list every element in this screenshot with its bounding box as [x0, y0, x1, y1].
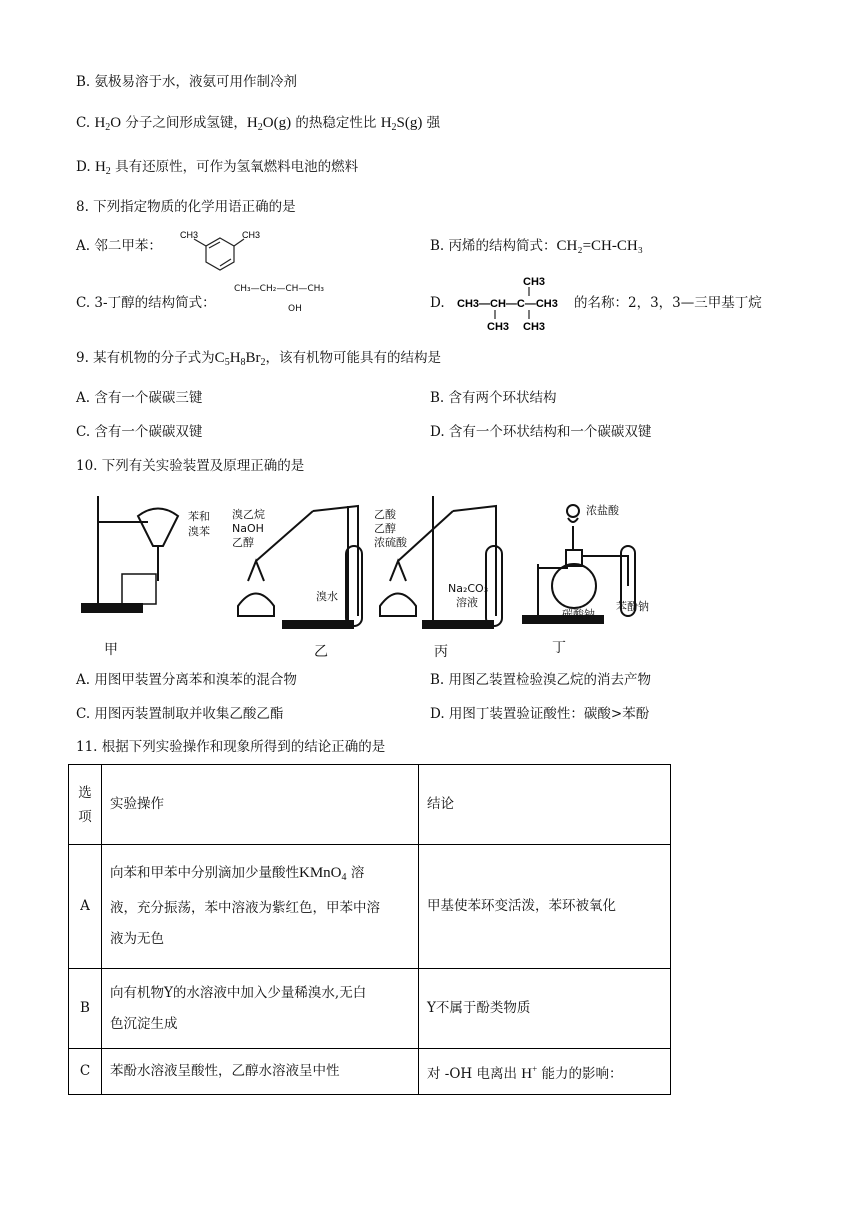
formula-h2: $H_2$ [94, 159, 111, 177]
q7-option-d: D. $H_2$ 具有还原性，可作为氢氧燃料电池的燃料 [76, 159, 359, 177]
row-operation: 向有机物Y的水溶液中加入少量稀溴水,无白 色沉淀生成 [102, 969, 419, 1049]
q10-option-a: A. 用图甲装置分离苯和溴苯的混合物 [76, 672, 297, 688]
q10-option-b: B. 用图乙装置检验溴乙烷的消去产物 [430, 672, 652, 688]
label-bing: 丙 [434, 644, 448, 660]
row-operation: 向苯和甲苯中分别滴加少量酸性KMnO$_4$ 溶 液，充分振荡，苯中溶液为紫红色，甲苯中溶 液为无色 [102, 845, 419, 969]
row-conclusion: Y不属于酚类物质 [419, 969, 671, 1049]
q7-option-b: B. 氨极易溶于水，液氨可用作制冷剂 [76, 74, 298, 90]
svg-text:CH3: CH3 [523, 321, 546, 333]
label-jia: 甲 [104, 642, 118, 658]
label-xiuben: 溴苯 [188, 525, 210, 538]
q7-option-c: C. $H_2O$ 分子之间形成氢键，$H_2O(g)$ 的热稳定性比 $H_2S(g)$ 强 [76, 115, 441, 133]
label-yisuan: 乙酸 [374, 508, 396, 521]
row-conclusion: 对 -OH 电离出 H+ 能力的影响： [419, 1049, 671, 1095]
table-row [69, 845, 671, 969]
q10-stem: 10. 下列有关实验装置及原理正确的是 [76, 458, 305, 474]
q8-stem: 8. 下列指定物质的化学用语正确的是 [76, 199, 296, 215]
table-row [69, 969, 671, 1049]
svg-text:CH3: CH3 [180, 230, 199, 240]
svg-text:CH3: CH3 [242, 230, 261, 240]
formula-c5h8br2: $C_5H_8Br_2$ [214, 350, 266, 368]
q10-option-d: D. 用图丁装置验证酸性：碳酸>苯酚 [430, 706, 650, 722]
q8-option-c: C. 3-丁醇的结构简式： [76, 295, 216, 311]
q8-option-d-name: 的名称：2，3，3—三甲基丁烷 [574, 295, 762, 311]
q8-option-b: B. 丙烯的结构简式：CH₂=CH-CH₃ [430, 238, 643, 254]
label-nongyansuan: 浓盐酸 [586, 504, 619, 517]
row-conclusion: 甲基使苯环变活泼，苯环被氧化 [419, 845, 671, 969]
q8-option-d: D. [430, 295, 445, 311]
q9-option-b: B. 含有两个环状结构 [430, 390, 557, 406]
label-benhe: 苯和 [188, 510, 210, 523]
q11-stem: 11. 根据下列实验操作和现象所得到的结论正确的是 [76, 739, 386, 755]
row-option: C [69, 1049, 102, 1095]
q9-stem: 9. 某有机物的分子式为$C_5H_8Br_2$，该有机物可能具有的结构是 [76, 350, 442, 368]
q9-option-c: C. 含有一个碳碳双键 [76, 424, 203, 440]
trimethylbutane-structure [455, 272, 575, 334]
formula-h2o: $H_2O$ [94, 115, 122, 133]
butanol-chain: CH₃—CH₂—CH—CH₃ [234, 284, 325, 294]
label-na2co3: Na₂CO₃ [448, 582, 489, 595]
label-yichun: 乙醇 [232, 536, 254, 549]
row-option: B [69, 969, 102, 1049]
label-rongye: 溶液 [456, 596, 478, 609]
formula-kmno4: KMnO$_4$ [299, 865, 347, 883]
label-benfenna: 苯酚钠 [616, 600, 649, 613]
svg-text:CH3: CH3 [487, 321, 510, 333]
q8-option-a: A. 邻二甲苯： [76, 238, 162, 254]
formula-h2s-g: $H_2S(g)$ [380, 115, 423, 133]
propene-formula: CH₂=CH-CH₃ [556, 238, 643, 254]
butanol-oh: OH [288, 304, 302, 314]
table-row [69, 1049, 671, 1095]
header-operation: 实验操作 [102, 765, 419, 845]
q10-option-c: C. 用图丙装置制取并收集乙酸乙酯 [76, 706, 284, 722]
formula-h-plus: H+ [521, 1063, 538, 1082]
header-conclusion: 结论 [419, 765, 671, 845]
label-ding: 丁 [552, 640, 566, 656]
label-naoh: NaOH [232, 522, 264, 535]
header-option: 选 项 [69, 765, 102, 845]
svg-text:CH3: CH3 [523, 276, 546, 288]
label-tansuanna: 碳酸钠 [562, 608, 595, 621]
apparatus-figure [68, 486, 668, 666]
formula-h2o-g: $H_2O(g)$ [246, 115, 292, 133]
label-yichun2: 乙醇 [374, 522, 396, 535]
q9-option-d: D. 含有一个环状结构和一个碳碳双键 [430, 424, 652, 440]
q11-table [68, 764, 671, 1095]
label-yi: 乙 [314, 644, 328, 660]
svg-text:CH3—CH—C—CH3: CH3—CH—C—CH3 [457, 298, 558, 310]
label-xiushui: 溴水 [316, 590, 338, 603]
row-option: A [69, 845, 102, 969]
meta-xylene-structure [178, 226, 268, 272]
row-operation: 苯酚水溶液呈酸性，乙醇水溶液呈中性 [102, 1049, 419, 1095]
q9-option-a: A. 含有一个碳碳三键 [76, 390, 203, 406]
label-nongliusuan: 浓硫酸 [374, 536, 407, 549]
label-xiuyiwan: 溴乙烷 [232, 508, 265, 521]
table-header-row [69, 765, 671, 845]
